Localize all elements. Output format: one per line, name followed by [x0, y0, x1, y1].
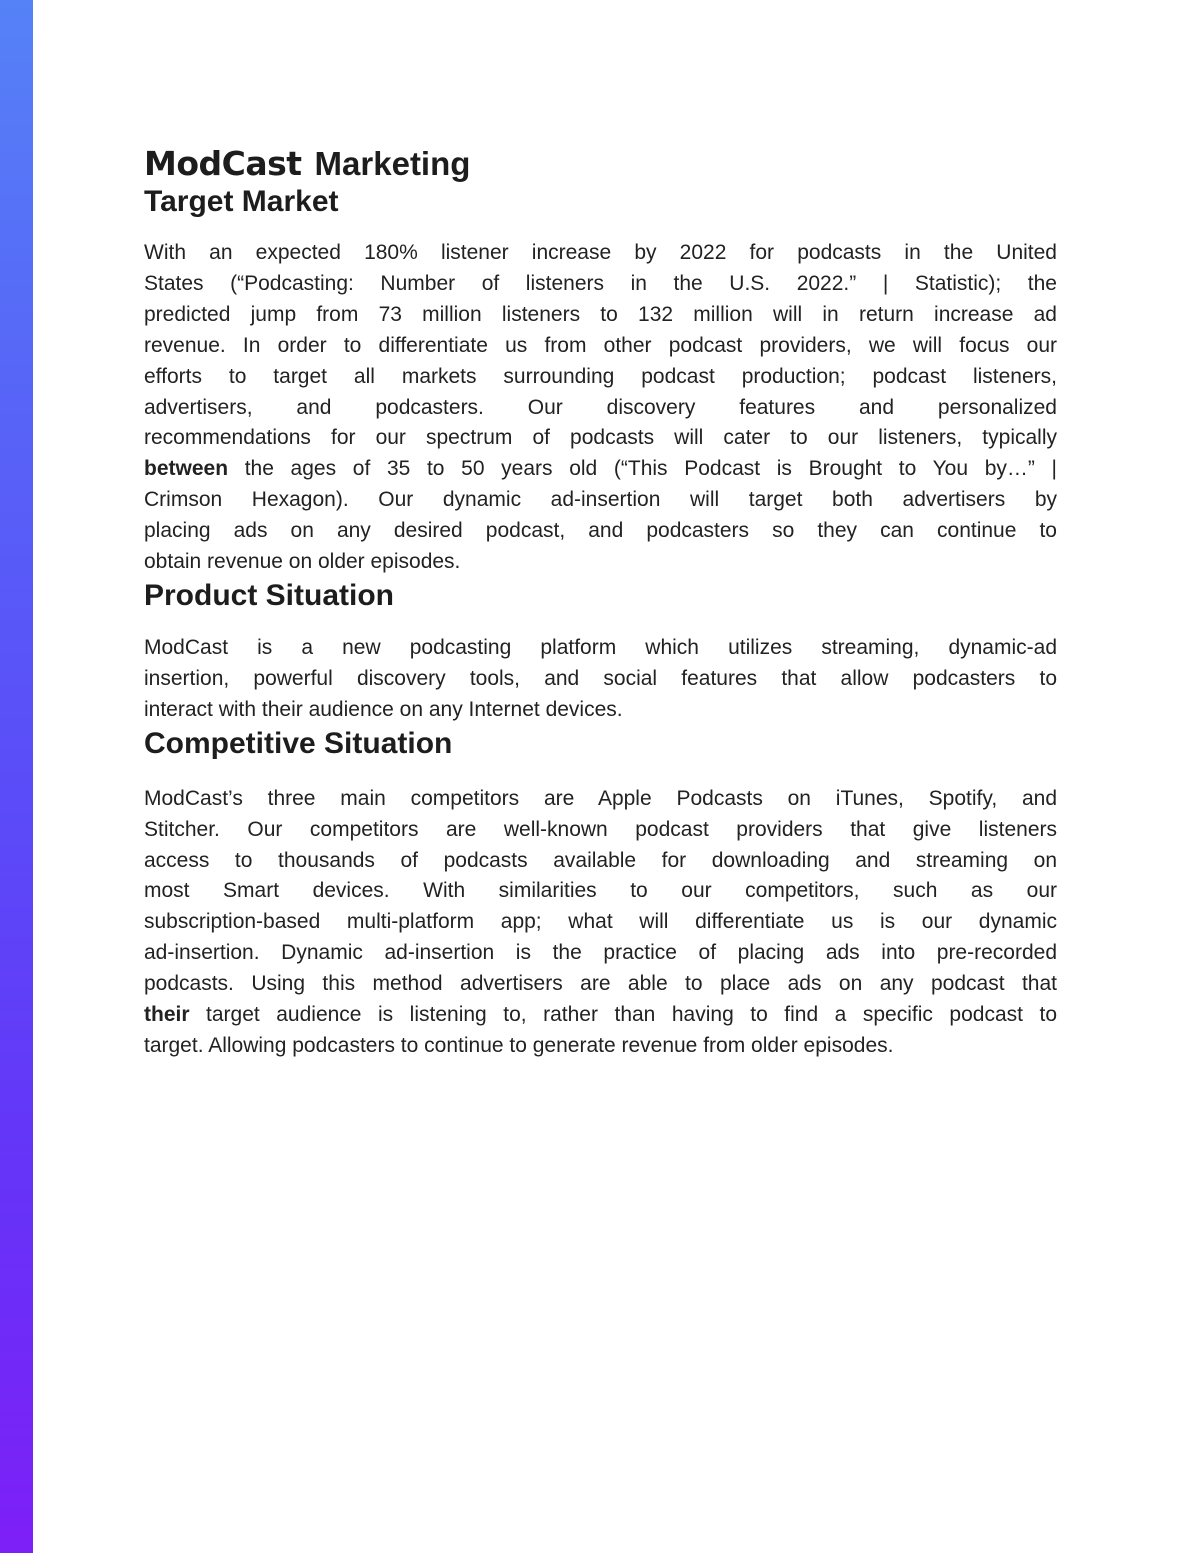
text-line: most Smart devices. With similarities to our competitors, such as our: [144, 879, 1057, 903]
text-line: efforts to target all markets surrounding podcast production; podcast listeners,: [144, 364, 1057, 388]
text-line: revenue. In order to differentiate us from other podcast providers, we will focus our: [144, 333, 1057, 357]
emphasized-word: their: [144, 1003, 190, 1027]
emphasized-word: between: [144, 457, 229, 481]
text-line: access to thousands of podcasts available for downloading and streaming on: [144, 848, 1057, 872]
text-segment: the ages of 35 to 50 years old (“This Podcast is Brought to You by…” |: [228, 457, 1057, 481]
text-line: advertisers, and podcasters. Our discovery features and personalized: [144, 395, 1057, 419]
paragraph-target-market: [144, 238, 1057, 578]
text-line: subscription-based multi-platform app; what will differentiate us is our dynamic: [144, 910, 1057, 934]
text-line: recommendations for our spectrum of podcasts will cater to our listeners, typically: [144, 426, 1057, 450]
text-line: target. Allowing podcasters to continue to generate revenue from older episodes.: [144, 1033, 894, 1057]
section-heading-competitive-situation: Competitive Situation: [144, 726, 453, 760]
brand-logo-text: ModCast: [144, 144, 302, 183]
text-line: With an expected 180% listener increase by 2022 for podcasts in the United: [144, 241, 1057, 264]
title-suffix: Marketing: [314, 145, 471, 182]
text-line: ModCast is a new podcasting platform which utilizes streaming, dynamic-ad: [144, 635, 1057, 659]
text-line: Stitcher. Our competitors are well-known podcast providers that give listeners: [144, 817, 1057, 841]
text-segment: target audience is listening to, rather than having to find a specific podcast to: [189, 1003, 1057, 1027]
text-line: insertion, powerful discovery tools, and social features that allow podcasters to: [144, 666, 1057, 690]
text-line: interact with their audience on any Internet devices.: [144, 697, 623, 721]
section-heading-product-situation: Product Situation: [144, 578, 394, 612]
text-line: Crimson Hexagon). Our dynamic ad-insertion will target both advertisers by: [144, 488, 1057, 512]
text-line: [144, 454, 1057, 485]
document-page: [144, 0, 1057, 1062]
section-heading-target-market: Target Market: [144, 185, 339, 218]
text-line: ModCast’s three main competitors are Apple Podcasts on iTunes, Spotify, and: [144, 786, 1057, 810]
text-line: predicted jump from 73 million listeners to 132 million will in return increase ad: [144, 302, 1057, 326]
text-line: States (“Podcasting: Number of listeners in the U.S. 2022.” | Statistic); the: [144, 271, 1057, 295]
text-line: placing ads on any desired podcast, and podcasters so they can continue to: [144, 519, 1057, 543]
paragraph-product-situation: [144, 633, 1057, 726]
paragraph-competitive-situation: [144, 784, 1057, 1062]
page-title: [144, 144, 1057, 184]
text-line: ad-insertion. Dynamic ad-insertion is the practice of placing ads into pre-recorded: [144, 941, 1057, 965]
text-line: [144, 1000, 1057, 1031]
accent-gradient-bar: [0, 0, 33, 1553]
text-line: obtain revenue on older episodes.: [144, 550, 461, 574]
text-line: podcasts. Using this method advertisers are able to place ads on any podcast that: [144, 972, 1057, 996]
